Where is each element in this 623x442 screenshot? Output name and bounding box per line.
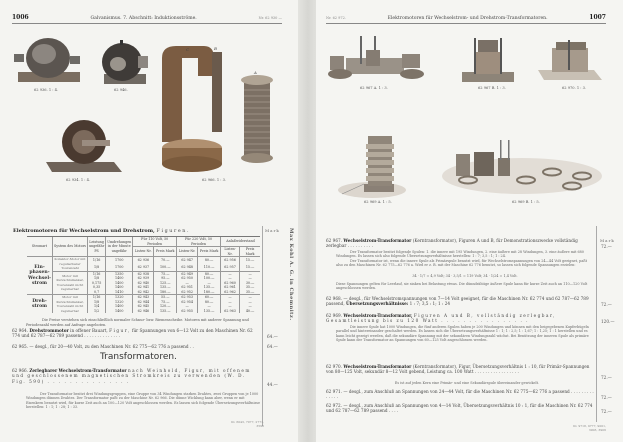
- price-cell: —: [198, 281, 221, 286]
- stromart-cell: Ein-phasen-Wechsel-strom: [27, 257, 53, 295]
- price-cell: —: [240, 304, 260, 309]
- price-cell: 180.—: [154, 290, 177, 295]
- upm-cell: 1400: [106, 281, 133, 286]
- transformer-62967a-illustration: [326, 36, 426, 84]
- catalog-entry-62967: 62 967. Wechselstrom-Transformator (Kerntransformator), Figuren A und B, für Demonstrationszwecke vollständig zerlegbar . . . . . . . . . .: [326, 238, 578, 249]
- list-nr-cell: —: [177, 304, 198, 309]
- ps-cell: 0,35: [88, 285, 106, 290]
- right-page: [316, 0, 623, 442]
- part-letter-c: C: [186, 47, 190, 52]
- table-footnote: Die Preise verstehen sich einschließlich normaler Schnur- bzw. Riemenscheibe. Motoren mit anderer Spannung und Periodenzahl werden auf Anfrage angeboten.: [26, 318, 249, 327]
- ps-cell: 0,7: [88, 290, 106, 295]
- list-nr-cell: 62 950: [177, 276, 198, 281]
- transformer-62969a-illustration: [338, 128, 408, 200]
- figure-caption: 62 967 B. 1 : 3.: [478, 86, 506, 90]
- spine-publisher-left: Max Kohl A. G. in Chemnitz.: [288, 228, 294, 321]
- list-nr-cell: 62 956: [220, 257, 239, 264]
- price-column-rule: [262, 226, 263, 426]
- table-row: [27, 257, 260, 264]
- price-cell: 80.—: [198, 257, 221, 264]
- list-nr-cell: —: [220, 304, 239, 309]
- header-listen-nr: Listen-Nr.: [177, 247, 198, 257]
- list-nr-cell: 62 943: [133, 295, 154, 300]
- upm-cell: 1400: [106, 276, 133, 281]
- catalog-entry-62965: 62 965. — desgl., für 20—40 Volt, zu den Maschinen Nr. 62 775—62 776 a passend . .: [12, 344, 194, 349]
- right-page-number: 1007: [589, 14, 606, 21]
- price-cell: 80.—: [198, 300, 221, 305]
- right-running-title: Elektromotoren für Wechselstrom- und Drehstrom-Transformatoren.: [387, 16, 548, 21]
- motor-62936-illustration: [14, 36, 84, 86]
- price-cell: —: [240, 300, 260, 305]
- price-cell: —: [240, 271, 260, 276]
- header-preis: Preis Mark: [240, 247, 260, 257]
- ps-cell: 1/16: [88, 271, 106, 276]
- section-title: Transformatoren.: [100, 352, 177, 362]
- price-62972: 72.—: [601, 409, 612, 414]
- system-cell: Kollektor-Motor mit regulierbarer Tourenzahl: [54, 257, 86, 270]
- header-leistung: Leistung ungefähr PS: [88, 237, 106, 257]
- price-cell: —: [198, 304, 221, 309]
- transformer-62969b-illustration: [442, 140, 608, 196]
- entry-description: Diese Spannungen gelten für Leerlauf, sie sinken bei Belastung etwas. Die dünndrähtige äußere Spule kann für kurze Zeit auch an 110—120 Volt angeschlossen werden.: [336, 282, 588, 291]
- header-220v: Für 220 Volt, 50 Perioden: [177, 237, 221, 247]
- ps-cell: 1/2: [88, 309, 106, 314]
- price-cell: 110.—: [198, 264, 221, 271]
- transformer-62970-illustration: [538, 40, 602, 84]
- part-letter-b: B: [214, 46, 217, 51]
- list-nr-cell: 62 947: [177, 257, 198, 264]
- price-cell: 40.—: [240, 309, 260, 314]
- price-column-rule: [596, 226, 597, 422]
- price-cell: 75.—: [154, 271, 177, 276]
- list-nr-cell: 62 948: [177, 264, 198, 271]
- list-nr-cell: 62 957: [220, 264, 239, 271]
- list-nr-cell: 62 955: [177, 309, 198, 314]
- entry-description: Die innere Spule hat 1000 Windungen, die fünf anderen Spulen haben je 200 Windungen und können mit den beigegebenen Kupferbügeln parallel und hintereinander geschaltet werden. Es lassen sich die Übersetzungsverhältnisse 1 : 1; 1 : 2,5; 1 : 1,67; 1 : 1,25; 1 : 1 herstellen und es kann leicht gezeigt werden, daß die sekundäre Spannung mit der sekundären Windungszahl wächst. Bei Benützung der inneren Spule als primäre Spule kann der Transformator an Spannungen von 60—125 Volt angeschlossen werden.: [336, 325, 589, 343]
- left-page-number: 1006: [12, 14, 29, 21]
- figure-caption: 62 969 A. 1 : 5.: [364, 200, 392, 204]
- price-cell: 80.—: [198, 271, 221, 276]
- price-cell: 30.—: [240, 281, 260, 286]
- header-anlasswiderstand: Anlaßwiderstand: [220, 237, 260, 247]
- left-article-range: Nr. 62 930 —: [258, 16, 282, 20]
- catalog-entry-62969: 62 969. Wechselstrom-Transformator, Figuren A und B, vollständig zerlegbar, Gesamtleistung bis zu 120 Watt . . . . . . . . . . . . . . . .: [326, 313, 556, 324]
- list-nr-cell: —: [220, 295, 239, 300]
- figure-caption: 62 967 A. 1 : 3.: [360, 86, 388, 90]
- header-110v: Für 110 Volt, 50 Perioden: [133, 237, 177, 247]
- figure-caption: 62 969 B. 1 : 5.: [512, 200, 540, 204]
- price-cell: 135.—: [198, 309, 221, 314]
- list-nr-cell: 62 963: [220, 309, 239, 314]
- catalog-entry-62968: 62 968. — desgl., für Wechselstromspannungen von 7—14 Volt geeignet, für die Maschinen Nr. 62 774 und 62 787—62 789 passend, Übersetzungsverhältnisse: 1 : 7; 3,5 : 1; 1 : 24: [326, 296, 589, 307]
- right-article-range: Nr. 62 972.: [326, 16, 346, 20]
- price-62964: 64.—: [267, 334, 278, 339]
- header-preis: Preis Mark: [154, 247, 177, 257]
- stromart-cell: Dreh-strom: [27, 295, 53, 314]
- entry-description: Der Transformator besitzt folgende Spulen: 1. die innere mit 195 Windungen, 2. eine äußere mit 28 Windungen, 3. eine äußere mit 680 Windungen. Es lassen sich also folgende Übersetzungsverhältnisse herstellen: 1 : 7; 3,5 : 1; 1 : 24.: [336, 250, 584, 259]
- price-cell: 135.—: [154, 309, 177, 314]
- list-nr-cell: 62 961: [220, 285, 239, 290]
- price-cell: 135.—: [154, 285, 177, 290]
- mark-label: Mark: [600, 238, 615, 243]
- list-nr-cell: —: [220, 300, 239, 305]
- price-cell: 60.—: [198, 295, 221, 300]
- list-nr-cell: —: [220, 271, 239, 276]
- ps-cell: 0,175: [88, 281, 106, 286]
- header-preis: Preis Mark: [198, 247, 221, 257]
- transformer-description: Der Transformator besitzt drei Windungsgruppen, eine Gruppe von 34 Windungen starken Drahtes, zwei Gruppen von je 1000 Windungen dünnen Drahtes. Der Transformator paßt zu der Maschine Nr. 62 966. Die dünne Wicklung kann aber, wenn er mit Eisenkern benutzt wird, für kurze Zeit auch an 100—120 Volt angeschlossen werden. Es lassen sich folgende Übersetzungsverhältnisse herstellen: 1 : 1; 1 : 28; 1 : 33.: [26, 392, 261, 410]
- voltage-formula: 34 · 1/7 = 4,9 Volt; 34 · 3,5/1 = 119 Volt; 34 · 1/24 = 1,4 Volt.: [412, 274, 518, 278]
- list-nr-cell: 62 949: [177, 271, 198, 276]
- list-nr-cell: 62 940: [133, 281, 154, 286]
- price-cell: 70.—: [154, 257, 177, 264]
- list-nr-cell: 62 945: [133, 304, 154, 309]
- upm-cell: 1400: [106, 285, 133, 290]
- upm-cell: 1700: [106, 264, 133, 271]
- price-62970: 72.—: [601, 375, 612, 380]
- upm-cell: 1400: [106, 304, 133, 309]
- upm-cell: 1320: [106, 300, 133, 305]
- header-system: System des Motors: [53, 237, 88, 257]
- price-cell: 95.—: [154, 276, 177, 281]
- catalog-entry-62970: 62 970. Wechselstrom-Transformator (Kerntransformator), Figur, Übersetzungsverhältnis 1 : 10, für Primär-Spannungen von 80—125 Volt, sekundär 8—12 Volt gebend, Leistung ca. 100 Watt . . . . . . . . . . . . . . . . .: [326, 364, 590, 375]
- list-nr-cell: 62 960: [220, 281, 239, 286]
- catalog-entry-62964: 62 964. Drehstrommotor in offener Bauart, Figur, für Spannungen von 6—12 Volt zu den Maschinen Nr. 62 774 und 62 787—62 789 passend . . . . . . . . . . . . . .: [12, 328, 253, 339]
- price-62967: 72.—: [601, 244, 612, 249]
- price-cell: 75.—: [154, 300, 177, 305]
- ps-cell: 1/16: [88, 257, 106, 264]
- left-running-head: [12, 14, 282, 24]
- upm-cell: 1700: [106, 257, 133, 264]
- header-umdrehungen: Umdrehungen in der Minute ungefähr: [106, 237, 133, 257]
- price-62971: 72.—: [601, 395, 612, 400]
- part-letter-a: A: [254, 70, 257, 75]
- upm-cell: 1350: [106, 271, 133, 276]
- figure-caption: 62 946.: [114, 88, 128, 92]
- ps-cell: 1/8: [88, 300, 106, 305]
- mark-column-label: Mark: [265, 228, 280, 233]
- system-cell: Motor mit Kurzschlußanker, Tourenzahl nicht regulierbar: [53, 271, 88, 295]
- motor-price-table: [27, 237, 260, 313]
- price-cell: 55.—: [154, 295, 177, 300]
- figure-caption: 62 936. 1 : 4.: [34, 88, 59, 92]
- price-cell: 120.—: [154, 304, 177, 309]
- price-cell: 15.—: [240, 264, 260, 271]
- catalog-entry-62966: 62 966. Zerlegbarer Wechselstrom-Transformator nach Weinhold, Figur, mit offenem und geschlossenem magnetischen Stromkreis zu verwenden (W. D. Fig. 590) . . . . . . . . . . . . . . .: [12, 368, 251, 384]
- motor-62946-illustration: [96, 40, 152, 86]
- figure-caption: 62 966. 1 : 3.: [202, 178, 227, 182]
- price-cell: —: [240, 295, 260, 300]
- list-nr-cell: 62 962: [220, 290, 239, 295]
- price-cell: 35.—: [240, 285, 260, 290]
- list-nr-cell: 62 944: [133, 300, 154, 305]
- table-heading: Elektromotoren für Wechselstrom und Drehstrom, Figuren.: [13, 228, 191, 234]
- left-running-title: Galvanismus. 7. Abschnitt: Induktionsströme.: [90, 16, 197, 21]
- price-62968: 72.—: [601, 302, 612, 307]
- list-nr-cell: 62 951: [177, 285, 198, 290]
- ps-cell: 1/16: [88, 295, 106, 300]
- price-62969: 120.—: [601, 319, 615, 324]
- list-nr-cell: —: [220, 276, 239, 281]
- motor-62934-illustration: [44, 118, 124, 174]
- price-62965: 64.—: [267, 344, 278, 349]
- price-cell: 125.—: [154, 281, 177, 286]
- header-listen-nr: Listen-Nr.: [133, 247, 154, 257]
- list-nr-cell: 62 942: [133, 290, 154, 295]
- transformer-62967b-illustration: [460, 38, 516, 84]
- price-62966: 44.—: [267, 382, 278, 387]
- list-nr-cell: —: [177, 281, 198, 286]
- entry-description: Es ist auf jeden Kern eine Primär- und eine Sekundärspule übereinander gewickelt.: [394, 381, 540, 385]
- list-nr-cell: 62 946: [133, 309, 154, 314]
- price-cell: 100.—: [198, 276, 221, 281]
- list-nr-cell: 62 936: [133, 257, 154, 264]
- catalog-entry-62972: 62 972. — desgl., zum Anschluß an Spannungen von 4—14 Volt, Übersetzungsverhältnis 10 : 1, für die Maschinen Nr. 62 774 und 62 787—62 789 passend . . . .: [326, 403, 593, 414]
- ps-cell: 1/8: [88, 276, 106, 281]
- list-nr-cell: 62 952: [177, 290, 198, 295]
- price-cell: 15.—: [240, 257, 260, 264]
- left-page: [0, 0, 302, 442]
- footer-refs: Kl. 6043, 7077, 2771, 3596: [231, 420, 264, 428]
- ps-cell: 1/4: [88, 304, 106, 309]
- system-cell: Motor mit Kurzschlußanker, Tourenzahl nicht regulierbar: [53, 295, 88, 314]
- list-nr-cell: 62 954: [177, 300, 198, 305]
- price-cell: 100.—: [154, 264, 177, 271]
- upm-cell: 1320: [106, 295, 133, 300]
- entry-description: Der Transformator ist, wenn die innere Spule als Primärspule benutzt wird, für Wechselstromspannungen von 24—44 Volt geeignet, paßt also zu den Maschinen Nr. 62 775—62 776 a. Wird er z. B. mit der Maschine 62 776 benutzt, so lassen sich folgende Spannungen erzielen:: [336, 259, 587, 268]
- upm-cell: 1400: [106, 309, 133, 314]
- list-nr-cell: 62 939: [133, 276, 154, 281]
- transformer-62966-illustration: [158, 44, 288, 174]
- list-nr-cell: 62 938: [133, 271, 154, 276]
- price-cell: 35.—: [240, 290, 260, 295]
- figure-caption: 62 934. 1 : 4.: [66, 178, 91, 182]
- header-stromart: Stromart: [27, 237, 53, 257]
- ps-cell: 1/8: [88, 264, 106, 271]
- price-cell: —: [240, 276, 260, 281]
- figure-caption: 62 970. 1 : 3.: [562, 86, 587, 90]
- upm-cell: 1410: [106, 290, 133, 295]
- price-cell: 180.—: [198, 290, 221, 295]
- list-nr-cell: 62 937: [133, 264, 154, 271]
- list-nr-cell: 62 953: [177, 295, 198, 300]
- price-cell: 135.—: [198, 285, 221, 290]
- list-nr-cell: 62 941: [133, 285, 154, 290]
- header-listen-nr: Listen-Nr.: [220, 247, 239, 257]
- catalog-entry-62971: 62 971. — desgl., zum Anschluß an Spannungen von 24—44 Volt, für die Maschinen Nr. 62 775—62 776 a passend . . . . . . . . . . . . . .: [326, 389, 594, 400]
- footer-refs: Kl. 9718, 9777, 9001, 3903, 3906: [573, 424, 606, 432]
- right-running-head: [326, 14, 606, 24]
